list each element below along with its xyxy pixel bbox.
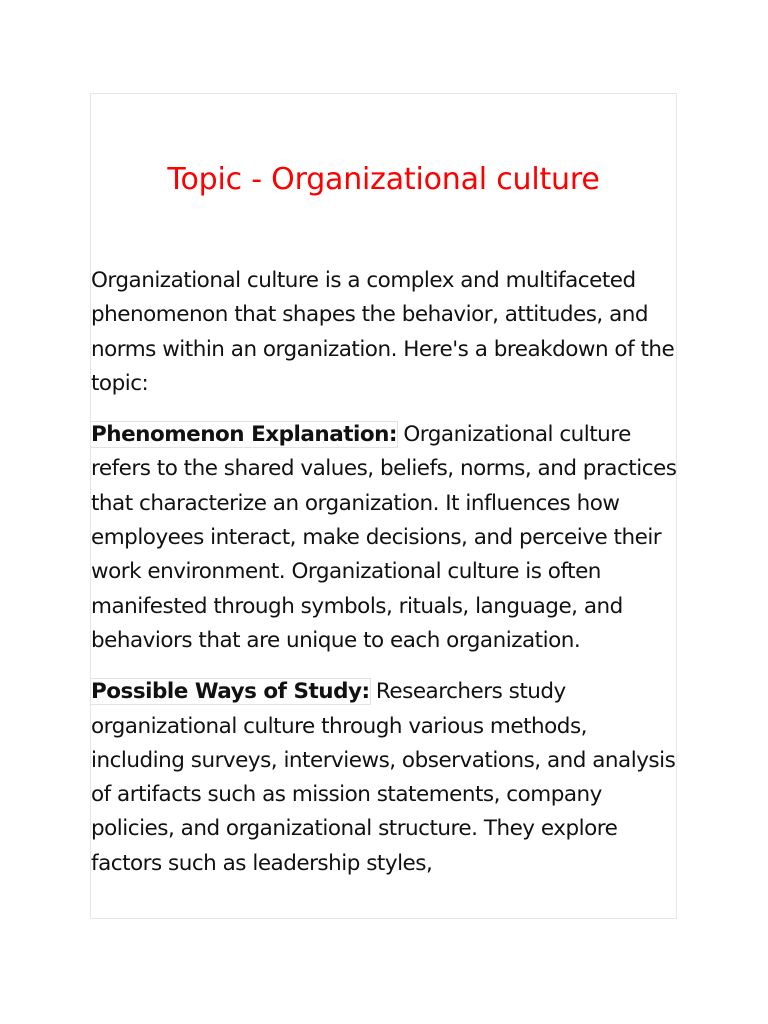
intro-paragraph: Organizational culture is a complex and multifaceted phenomenon that shapes the behavior, attitudes, and norms within an organization. Here's a breakdown of the topic: [91, 268, 675, 396]
section-text: Organizational culture refers to the shared values, beliefs, norms, and practices that characterize an organization. It influences how employees interact, make decisions, and perceive their work environment. Organizational culture is often manifested through symbols, rituals, language, and behaviors that are unique to each organization. [91, 422, 677, 653]
section-text: Researchers study organizational culture through various methods, including surveys, interviews, observations, and analysis of artifacts such as mission statements, company policies, and organizational structure. They explore factors such as leadership styles, [91, 679, 676, 876]
page-title: Topic - Organizational culture [167, 162, 600, 197]
section-phenomenon-explanation [91, 418, 677, 658]
section-label: Phenomenon Explanation: [91, 422, 398, 448]
document-body [91, 264, 677, 898]
section-label: Possible Ways of Study: [91, 679, 370, 705]
document-page [90, 93, 677, 919]
section-possible-ways-of-study [91, 675, 677, 881]
